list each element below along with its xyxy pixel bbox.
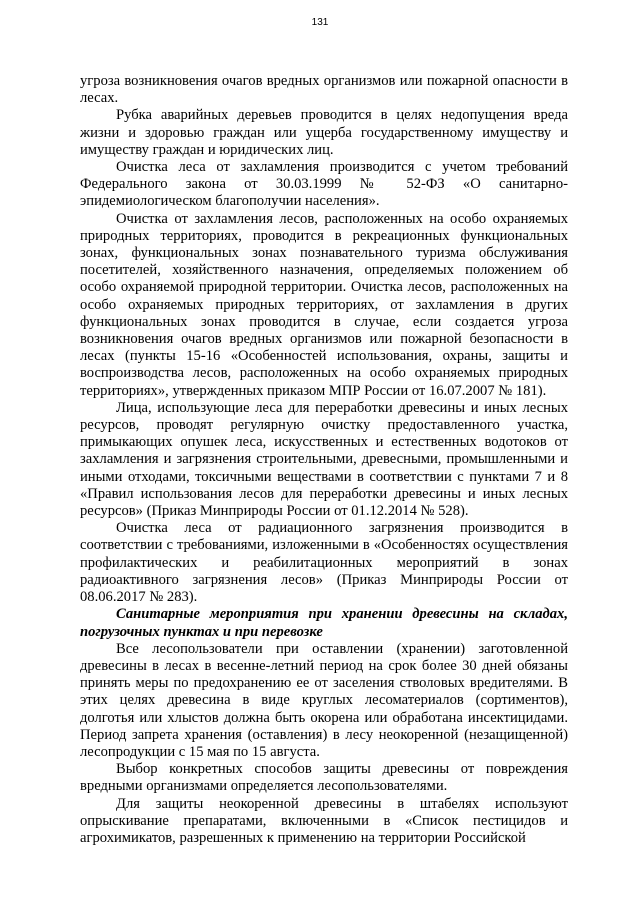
paragraph-clearing-law: Очистка леса от захламления производится с учетом требований Федерального закона от 30.03.1999 № 52-ФЗ «О санитарно-эпидемиологическом благополучии населения». (80, 159, 568, 210)
paragraph-continuation: угроза возникновения очагов вредных организмов или пожарной опасности в лесах. (80, 73, 568, 107)
document-body (80, 73, 568, 847)
paragraph-storage-rules: Все лесопользователи при оставлении (хранении) заготовленной древесины в лесах в весенне-летний период на срок более 30 дней обязаны принять меры по предохранению ее от заселения стволовых вредителями. В этих целях древесина в виде круглых лесоматериалов (сортиментов), долготья или хлыстов должна быть окорена или обработана инсектицидами. Период запрета хранения (оставления) в лесу неокоренной (незащищенной) лесопродукции с 15 мая по 15 августа. (80, 640, 568, 760)
page-number: 131 (311, 17, 329, 28)
paragraph-radiation-clearing: Очистка леса от радиационного загрязнения производится в соответствии с требованиями, изложенными в «Особенностях осуществления профилактических и реабилитационных мероприятий в зонах радиоактивного загрязнения лесов» (Приказ Минприроды России от 08.06.2017 № 283). (80, 520, 568, 606)
paragraph-protected-territories: Очистка от захламления лесов, расположенных на особо охраняемых природных территориях, проводится в рекреационных функциональных зонах, функциональных зонах познавательного туризма обслуживания посетителей, хозяйственного назначения, определяемых положением об особо охраняемой природной территории. Очистка лесов, расположенных на особо охраняемых природных территориях, от захламления в других функциональных зонах проводится в случае, если создается угроза возникновения очагов вредных организмов или пожарной безопасности в лесах (пункты 15-16 «Особенностей использования, охраны, защиты и воспроизводства лесов, расположенных на особо охраняемых природных территориях», утвержденных приказом МПР России от 16.07.2007 № 181). (80, 210, 568, 399)
paragraph-spraying: Для защиты неокоренной древесины в штабелях используют опрыскивание препаратами, включенными в «Список пестицидов и агрохимикатов, разрешенных к применению на территории Российской (80, 795, 568, 846)
paragraph-emergency-felling: Рубка аварийных деревьев проводится в целях недопущения вреда жизни и здоровью граждан или ущерба государственному имуществу и имуществу граждан и юридических лиц. (80, 107, 568, 158)
paragraph-protection-methods: Выбор конкретных способов защиты древесины от повреждения вредными организмами определяется лесопользователями. (80, 761, 568, 795)
paragraph-wood-processing: Лица, использующие леса для переработки древесины и иных лесных ресурсов, проводят регулярную очистку предоставленного участка, примыкающих опушек леса, искусственных и естественных водотоков от захламления и загрязнения строительными, древесными, промышленными и иными отходами, токсичными веществами в соответствии с пунктами 7 и 8 «Правил использования лесов для переработки древесины и иных лесных ресурсов» (Приказ Минприроды России от 01.12.2014 № 528). (80, 399, 568, 520)
section-heading-sanitary-measures: Санитарные мероприятия при хранении древесины на складах, погрузочных пунктах и при перевозке (80, 606, 568, 640)
